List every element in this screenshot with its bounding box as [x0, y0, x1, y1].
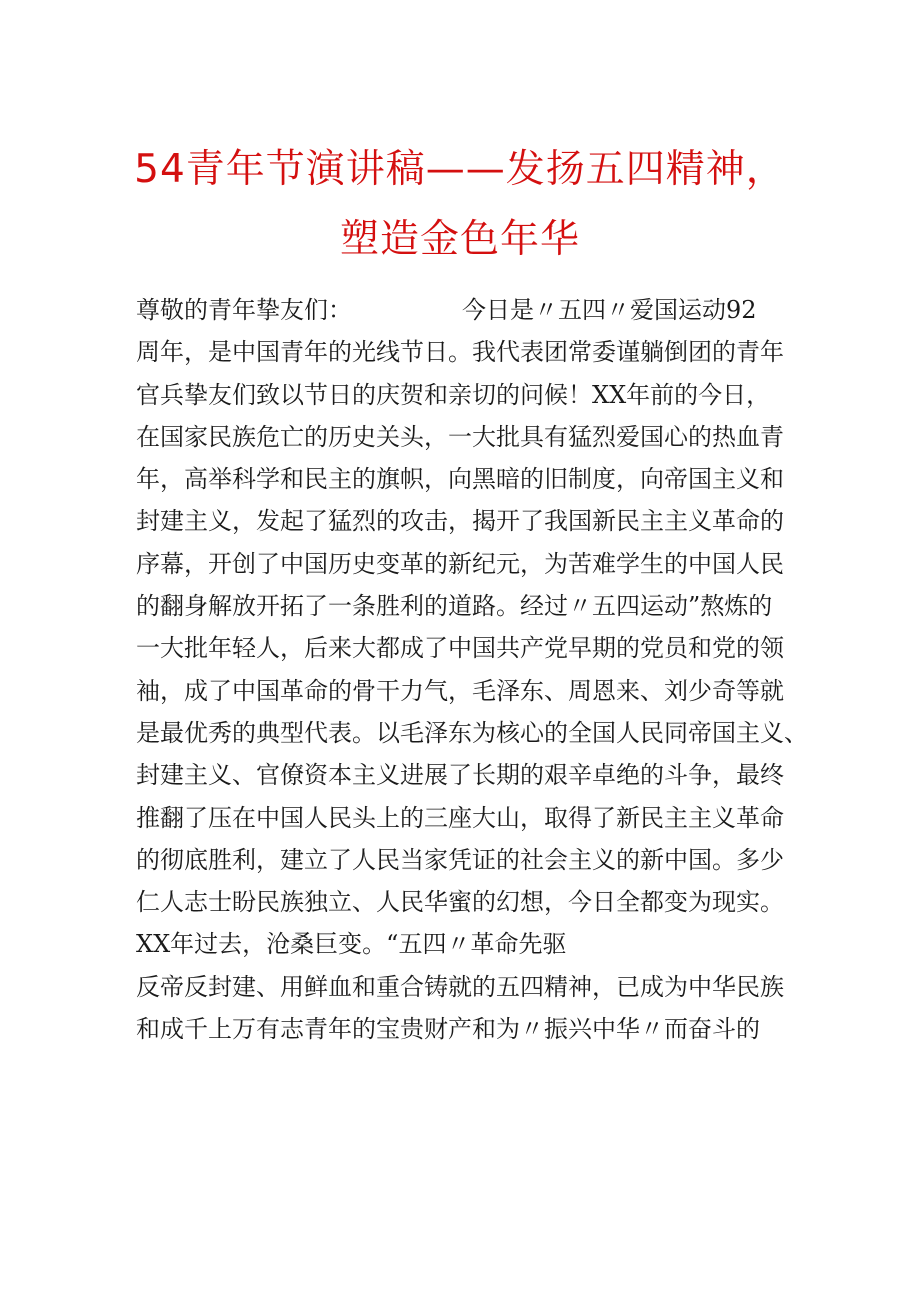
paragraph-line: 周年，是中国青年的光线节日。我代表团常委谨躺倒团的青年 [136, 338, 784, 367]
paragraph-line: 是最优秀的典型代表。以毛泽东为核心的全国人民同帝国主义、 [136, 718, 808, 747]
paragraph-line: 一大批年轻人，后来大都成了中国共产党早期的党员和党的领 [136, 634, 784, 663]
opening-text: 今日是〃五四〃爱国运动92 [462, 296, 757, 324]
paragraph-line: 仁人志士盼民族独立、人民华蜜的幻想，今日全都变为现实。 [136, 888, 784, 917]
paragraph-line: 官兵挚友们致以节日的庆贺和亲切的问候！XX年前的今日， [136, 380, 771, 409]
spacer [352, 289, 462, 331]
paragraph-line: 的翻身解放开拓了一条胜利的道路。经过〃五四运动”熬炼的 [136, 592, 773, 621]
paragraph-line: 推翻了压在中国人民头上的三座大山，取得了新民主主义革命 [136, 803, 784, 832]
document-title-line-2: 塑造金色年华 [339, 217, 580, 262]
paragraph-line: 袖，成了中国革命的骨干力气，毛泽东、周恩来、刘少奇等就 [136, 676, 784, 705]
paragraph-line: 的彻底胜利，建立了人民当家凭证的社会主义的新中国。多少 [136, 845, 784, 874]
paragraph-line: 序幕，开创了中国历史变革的新纪元，为苦难学生的中国人民 [136, 549, 784, 578]
speech-body [136, 289, 816, 1050]
paragraph-line: 和成千上万有志青年的宝贵财产和为〃振兴中华〃而奋斗的 [136, 1015, 760, 1044]
paragraph-line: 在国家民族危亡的历史关头，一大批具有猛烈爱国心的热血青 [136, 422, 784, 451]
paragraph-line: 年，高举科学和民主的旗帜，向黑暗的旧制度，向帝国主义和 [136, 465, 784, 494]
document-title-line-1: 54青年节演讲稿——发扬五四精神， [134, 147, 786, 192]
paragraph-line: XX年过去，沧桑巨变。“五四〃革命先驱 [136, 930, 567, 959]
paragraph-line [136, 289, 816, 331]
paragraph-line: 封建主义、官僚资本主义进展了长期的艰辛卓绝的斗争，最终 [136, 761, 784, 790]
greeting: 尊敬的青年挚友们： [136, 296, 352, 324]
paragraph-line: 反帝反封建、用鲜血和重合铸就的五四精神，已成为中华民族 [136, 972, 784, 1001]
paragraph-line: 封建主义，发起了猛烈的攻击，揭开了我国新民主主义革命的 [136, 507, 784, 536]
